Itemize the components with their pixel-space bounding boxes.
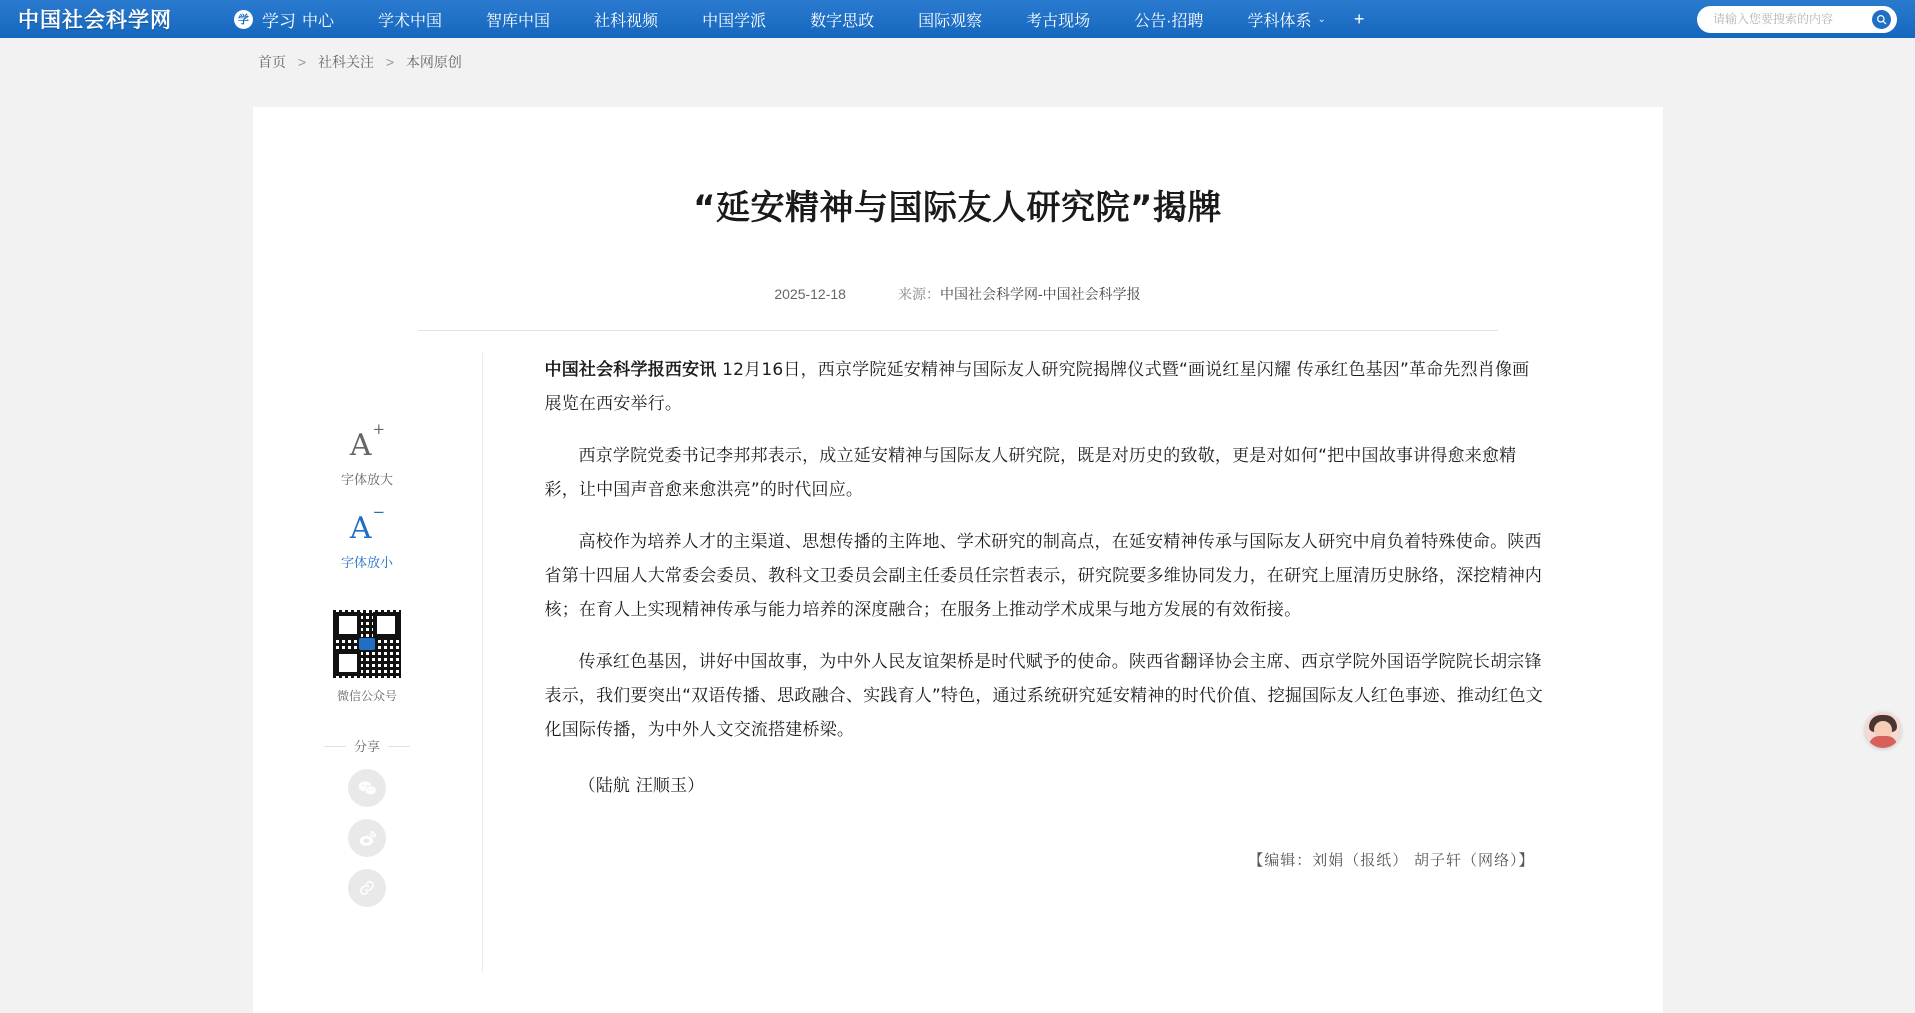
font-enlarge-sup: + [372, 420, 386, 439]
font-enlarge-icon [349, 420, 386, 464]
breadcrumb-home[interactable]: 首页 [258, 54, 286, 70]
top-navigation-bar [0, 0, 1915, 38]
nav-item-label: 学术中国 [378, 12, 443, 30]
wechat-qr-label: 微信公众号 [336, 689, 397, 704]
nav-items [212, 7, 1683, 32]
nav-item-label: 数字思政 [810, 12, 875, 30]
site-logo[interactable]: 中国社会科学网 [18, 7, 172, 32]
breadcrumb [0, 38, 1915, 84]
article-content [483, 353, 1663, 973]
article-dateline: 中国社会科学报西安讯 [544, 360, 717, 381]
article-page [253, 107, 1663, 1013]
meta-divider [418, 330, 1498, 331]
qr-code-icon [332, 609, 402, 679]
nav-item-label: 国际观察 [918, 12, 983, 30]
nav-item-announcement-recruitment[interactable] [1112, 8, 1225, 31]
article-body-wrapper [253, 353, 1663, 973]
wechat-qr-block [332, 609, 402, 704]
nav-item-discipline-system[interactable] [1225, 8, 1347, 31]
article-meta [253, 284, 1663, 304]
nav-item-academic-china[interactable] [356, 8, 464, 31]
font-reduce-label: 字体放小 [340, 555, 393, 571]
share-wechat-icon[interactable] [348, 769, 386, 807]
font-reduce-glyph: A [349, 511, 372, 547]
nav-item-digital-ideology[interactable] [788, 8, 896, 31]
breadcrumb-section[interactable]: 社科关注 [317, 54, 374, 70]
nav-item-think-tank-china[interactable] [464, 8, 572, 31]
nav-item-archaeology-site[interactable] [1004, 8, 1112, 31]
share-weibo-icon[interactable] [348, 819, 386, 857]
nav-item-label: 公告·招聘 [1134, 12, 1204, 30]
publish-date: 2025-12-18 [774, 286, 846, 303]
nav-item-international-observation[interactable] [896, 8, 1004, 31]
nav-item-label: 中国学派 [702, 12, 767, 30]
search-box[interactable] [1697, 6, 1897, 33]
search-icon[interactable] [1872, 10, 1891, 29]
source-value: 中国社会科学网-中国社会科学报 [939, 286, 1141, 303]
font-reduce-icon [349, 503, 386, 547]
nav-item-label: 考古现场 [1026, 12, 1091, 30]
assistant-body [1869, 736, 1897, 748]
qr-center-logo [359, 638, 375, 650]
floating-assistant-avatar[interactable] [1865, 712, 1901, 748]
page-title: “延安精神与国际友人研究院”揭牌 [693, 187, 1222, 228]
chevron-down-icon: ⌄ [1317, 13, 1326, 25]
nav-item-social-science-video[interactable] [572, 8, 680, 31]
source-label: 来源： [897, 286, 940, 303]
article-paragraph: 西京学院党委书记李邦邦表示，成立延安精神与国际友人研究院，既是对历史的致敬，更是对如何“把中国故事讲得愈来愈精彩，让中国声音愈来愈洪亮”的时代回应。 [544, 446, 1517, 501]
article-tool-rail [253, 353, 483, 973]
font-enlarge-label: 字体放大 [340, 472, 393, 488]
share-label: 分享 [354, 736, 380, 755]
nav-item-study-center[interactable] [212, 7, 356, 32]
search-input[interactable] [1711, 11, 1872, 27]
font-enlarge-glyph: A [349, 428, 372, 464]
article-source [898, 284, 1141, 304]
nav-item-study-center-label: 中心 [302, 12, 335, 30]
share-link-icon[interactable] [348, 869, 386, 907]
breadcrumb-separator: > [385, 54, 395, 70]
article-paragraph: 传承红色基因，讲好中国故事，为中外人民友谊架桥是时代赋予的使命。陕西省翻译协会主席、西京学院外国语学院院长胡宗锋表示，我们要突出“双语传播、思政融合、实践育人”特色，通过系统研究延安精神的时代价值、挖掘国际友人红色事迹、推动红色文化国际传播，为中外人文交流搭建桥梁。 [544, 652, 1543, 741]
nav-item-label: 社科视频 [594, 12, 659, 30]
font-reduce-sup: − [372, 503, 386, 522]
study-badge-icon: 学 [234, 10, 253, 29]
qr-corner-bottom-left [335, 650, 361, 676]
nav-item-label: 学科体系 [1247, 12, 1312, 30]
font-reduce-button[interactable] [340, 503, 393, 571]
nav-item-study-label: 学习 [262, 11, 296, 32]
nav-more-plus-button[interactable]: + [1353, 8, 1365, 29]
article-editor-note: 【编辑：刘娟（报纸） 胡子轩（网络）】 [1248, 851, 1535, 870]
breadcrumb-current: 本网原创 [405, 54, 462, 70]
font-enlarge-button[interactable] [340, 420, 393, 488]
nav-item-china-school[interactable] [680, 8, 788, 31]
article-paragraph-text: 12月16日，西京学院延安精神与国际友人研究院揭牌仪式暨“画说红星闪耀 传承红色基因”革命先烈肖像画展览在西安举行。 [544, 360, 1530, 415]
article-signature: （陆航 汪顺玉） [578, 776, 705, 797]
article-paragraph [545, 353, 1545, 421]
article-paragraph: 高校作为培养人才的主渠道、思想传播的主阵地、学术研究的制高点，在延安精神传承与国际友人研究中肩负着特殊使命。陕西省第十四届人大常委会委员、教科文卫委员会副主任委员任宗哲表示，研究院要多维协同发力，在研究上厘清历史脉络，深挖精神内核；在育人上实现精神传承与能力培养的深度融合；在服务上推动学术成果与地方发展的有效衔接。 [544, 532, 1543, 621]
breadcrumb-separator: > [297, 54, 307, 70]
nav-item-label: 智库中国 [486, 12, 551, 30]
